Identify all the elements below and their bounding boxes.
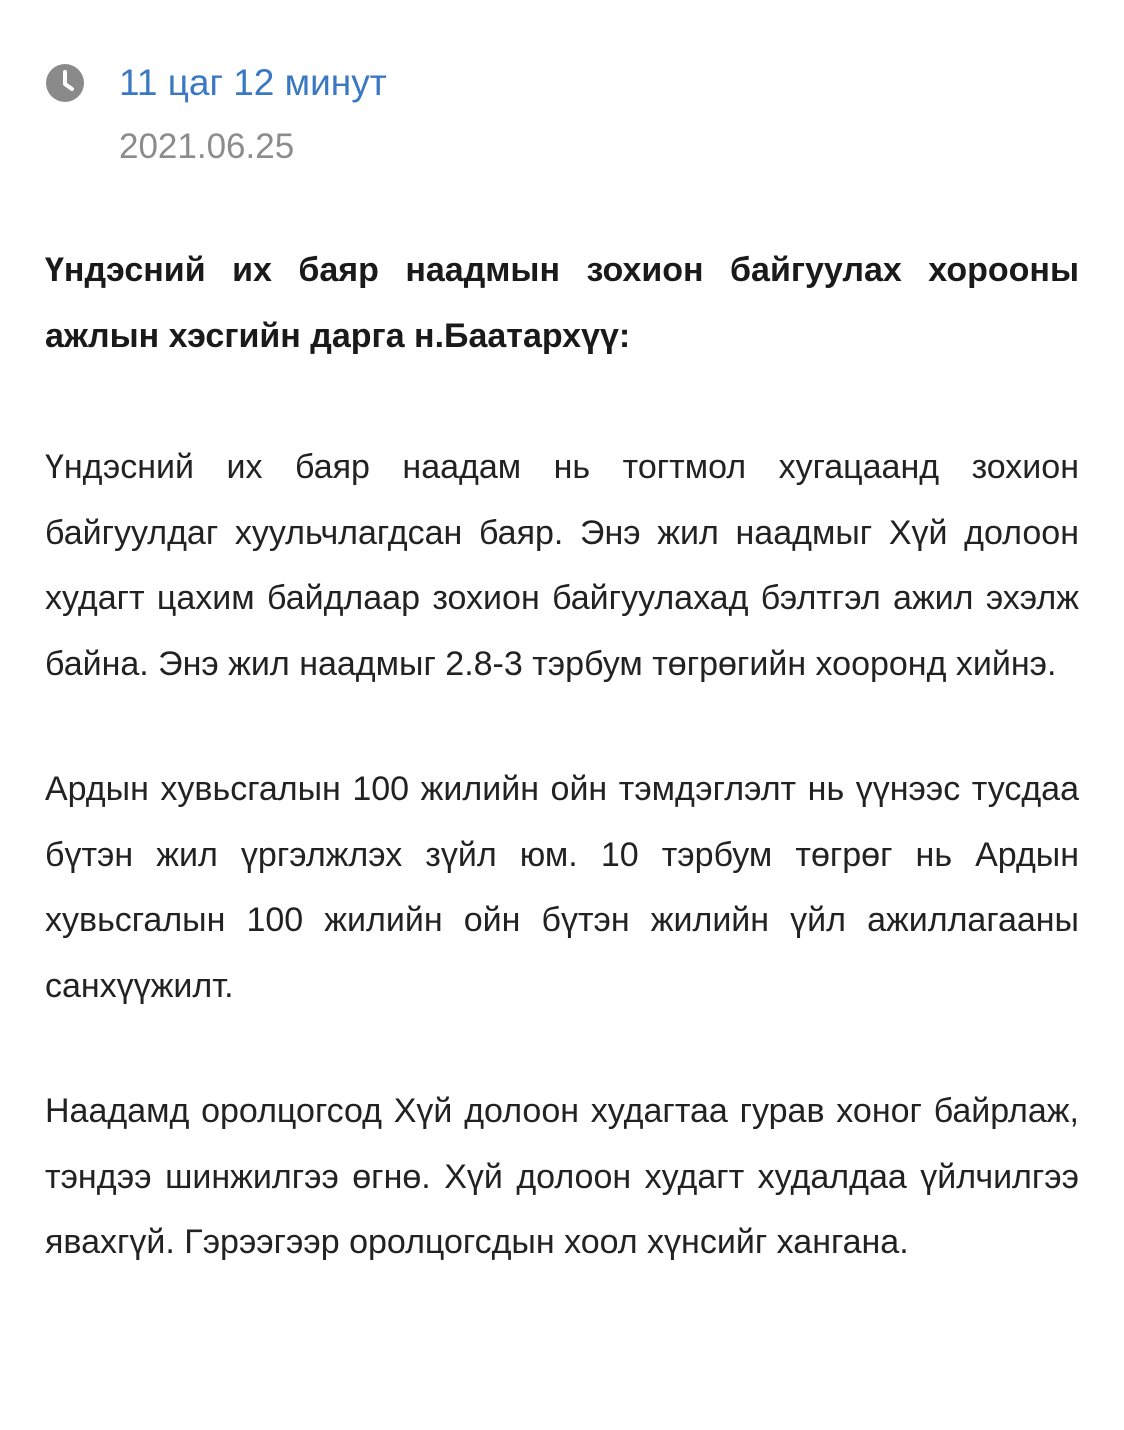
clock-icon bbox=[45, 63, 85, 103]
article-paragraph: Ардын хувьсгалын 100 жилийн ойн тэмдэглэлт нь үүнээс тусдаа бүтэн жил үргэлжлэх зүйл юм. 10 тэрбум төгрөг нь Ардын хувьсгалын 100 жилийн ойн бүтэн жилийн үйл ажиллагааны санхүүжилт. bbox=[45, 770, 1079, 1005]
publish-date: 2021.06.25 bbox=[119, 127, 295, 166]
time-ago-link[interactable]: 11 цаг 12 минут bbox=[119, 62, 387, 103]
article-paragraph: Үндэсний их баяр наадам нь тогтмол хугацаанд зохион байгуулдаг хуульчлагдсан баяр. Энэ жил наадмыг Хүй долоон худагт цахим байдлаар зохион байгуулахад бэлтгэл ажил эхэлж байна. Энэ жил наадмыг 2.8-3 тэрбум төгрөгийн хооронд хийнэ. bbox=[45, 448, 1079, 683]
article-headline: Үндэсний их баяр наадмын зохион байгуулах хорооны ажлын хэсгийн дарга н.Баатархүү: bbox=[45, 251, 1079, 355]
article-paragraph: Наадамд оролцогсод Хүй долоон худагтаа гурав хоног байрлаж, тэндээ шинжилгээ өгнө. Хүй долоон худагт худалдаа үйлчилгээ явахгүй. Гэрээгээр оролцогсдын хоол хүнсийг хангана. bbox=[45, 1092, 1079, 1261]
meta-row bbox=[45, 55, 1079, 111]
article bbox=[45, 55, 1079, 1276]
